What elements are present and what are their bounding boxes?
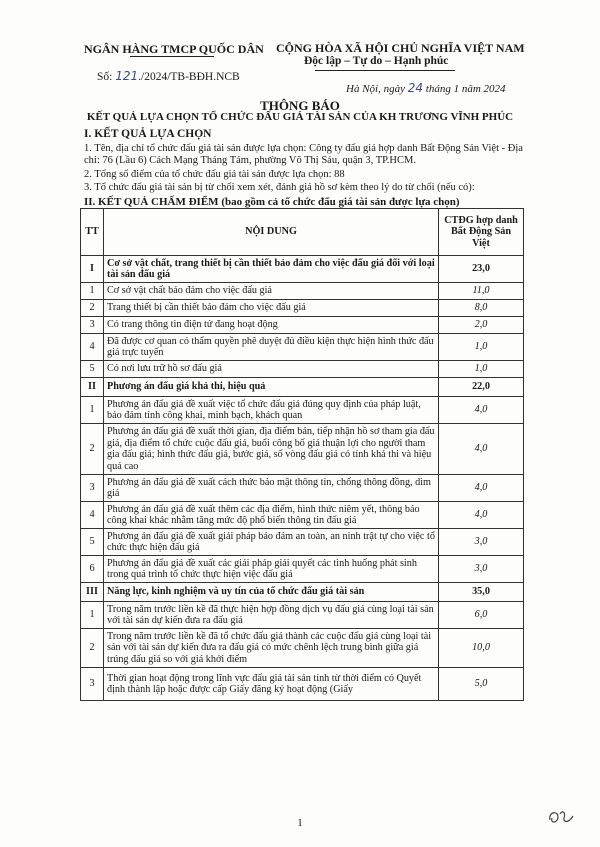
notice-subtitle: KẾT QUẢ LỰA CHỌN TỔ CHỨC ĐẤU GIÁ TÀI SẢN CỦA KH TRƯƠNG VĨNH PHÚC — [86, 111, 514, 123]
date-day-handwritten: 24 — [407, 81, 424, 95]
row-content: Đã được cơ quan có thẩm quyền phê duyệt đủ điều kiện thực hiện hình thức đấu giá trực tuyến — [104, 334, 439, 361]
table-row — [81, 300, 524, 317]
document-number — [97, 69, 240, 83]
row-score: 4,0 — [439, 502, 524, 529]
row-content: Trang thiết bị cần thiết bảo đảm cho việc đấu giá — [104, 300, 439, 317]
notice-title: THÔNG BÁO — [260, 98, 340, 113]
row-content: Phương án đấu giá đề xuất thêm các địa điểm, hình thức niêm yết, thông báo công khai khác nhằm tăng mức độ phổ biến thông tin đấu giá — [104, 502, 439, 529]
row-content: Trong năm trước liền kề đã thực hiện hợp đồng dịch vụ đấu giá cùng loại tài sản với tài sản dự kiến đưa ra đấu giá — [104, 602, 439, 629]
table-group-row — [81, 256, 524, 283]
date-prefix: Hà Nội, ngày — [346, 83, 408, 95]
row-score: 23,0 — [439, 256, 524, 283]
row-score: 4,0 — [439, 475, 524, 502]
table-row — [81, 334, 524, 361]
table-row — [81, 424, 524, 475]
row-tt: 3 — [81, 668, 104, 701]
row-tt: III — [81, 583, 104, 602]
section-1-item-3: 3. Tổ chức đấu giá tài sản bị từ chối xem xét, đánh giá hồ sơ kèm theo lý do từ chối (nếu có): — [84, 182, 475, 193]
table-row — [81, 361, 524, 378]
row-tt: 1 — [81, 602, 104, 629]
row-tt: 1 — [81, 283, 104, 300]
document-number-suffix: ./2024/TB-BĐH.NCB — [138, 71, 240, 83]
section-2-heading-text: II. KẾT QUẢ CHẤM ĐIỂM — [84, 196, 219, 208]
row-tt: II — [81, 378, 104, 397]
row-score: 2,0 — [439, 317, 524, 334]
row-content: Cơ sở vật chất, trang thiết bị cần thiết bảo đảm cho việc đấu giá đối với loại tài sản đấu giá — [104, 256, 439, 283]
table-row — [81, 283, 524, 300]
section-2-heading — [84, 196, 460, 208]
table-row — [81, 397, 524, 424]
row-tt: 6 — [81, 556, 104, 583]
row-score: 6,0 — [439, 602, 524, 629]
row-tt: 4 — [81, 334, 104, 361]
row-score: 8,0 — [439, 300, 524, 317]
row-score: 4,0 — [439, 424, 524, 475]
table-row — [81, 556, 524, 583]
row-content: Trong năm trước liền kề đã tổ chức đấu giá thành các cuộc đấu giá cùng loại tài sản với tài sản dự kiến đưa ra đấu giá có mức chênh lệch trung bình giữa giá trúng đấu giá so với giá khởi điểm — [104, 629, 439, 668]
row-tt: I — [81, 256, 104, 283]
row-content: Phương án đấu giá đề xuất giải pháp bảo đảm an toàn, an ninh trật tự cho việc tổ chức thực hiện đấu giá — [104, 529, 439, 556]
national-title: CỘNG HÒA XÃ HỘI CHỦ NGHĨA VIỆT NAM — [276, 41, 525, 55]
row-tt: 2 — [81, 629, 104, 668]
document-date — [346, 81, 506, 95]
row-content: Cơ sở vật chất bảo đảm cho việc đấu giá — [104, 283, 439, 300]
table-row — [81, 475, 524, 502]
table-group-row — [81, 378, 524, 397]
row-content: Phương án đấu giá đề xuất thời gian, địa điểm bán, tiếp nhận hồ sơ tham gia đấu giá, địa điểm tổ chức cuộc đấu giá, buổi công bố giá thuận lợi cho người tham gia đấu giá; hình thức đấu giá, bước giá, số vòng đấu giá có tính khả thi và hiệu quả cao — [104, 424, 439, 475]
row-content: Phương án đấu giá đề xuất cách thức bảo mật thông tin, chống thông đồng, dìm giá — [104, 475, 439, 502]
table-row — [81, 502, 524, 529]
row-content: Phương án đấu giá khả thi, hiệu quả — [104, 378, 439, 397]
bank-name: NGÂN HÀNG TMCP QUỐC DÂN — [84, 42, 264, 56]
table-group-row — [81, 583, 524, 602]
header-score: CTĐG hợp danh Bất Động Sản Việt — [439, 209, 524, 256]
row-tt: 5 — [81, 361, 104, 378]
row-score: 11,0 — [439, 283, 524, 300]
table-header-row — [81, 209, 524, 256]
row-score: 5,0 — [439, 668, 524, 701]
row-score: 22,0 — [439, 378, 524, 397]
document-number-prefix: Số: — [97, 71, 116, 83]
row-score: 35,0 — [439, 583, 524, 602]
date-suffix: tháng 1 năm 2024 — [423, 83, 506, 95]
row-tt: 1 — [81, 397, 104, 424]
row-tt: 5 — [81, 529, 104, 556]
header-content: NỘI DUNG — [104, 209, 439, 256]
row-score: 1,0 — [439, 361, 524, 378]
table-row — [81, 629, 524, 668]
initials-signature — [546, 806, 576, 833]
bank-name-underline — [130, 56, 214, 57]
score-table — [80, 208, 524, 701]
row-score: 10,0 — [439, 629, 524, 668]
row-content: Có trang thông tin điện tử đang hoạt động — [104, 317, 439, 334]
row-content: Phương án đấu giá đề xuất việc tổ chức đấu giá đúng quy định của pháp luật, bảo đảm tính công khai, minh bạch, khách quan — [104, 397, 439, 424]
motto-underline — [315, 70, 455, 71]
section-1-item-1: 1. Tên, địa chỉ tổ chức đấu giá tài sản được lựa chọn: Công ty đấu giá hợp danh Bất Động Sản Việt - Địa chỉ: 76 (Lầu 6) Cách Mạng Tháng Tám, phường Võ Thị Sáu, quận 3, TP.HCM. — [84, 143, 523, 166]
table-row — [81, 668, 524, 701]
section-1-heading: I. KẾT QUẢ LỰA CHỌN — [84, 128, 212, 140]
row-content: Có nơi lưu trữ hồ sơ đấu giá — [104, 361, 439, 378]
row-score: 1,0 — [439, 334, 524, 361]
row-score: 3,0 — [439, 529, 524, 556]
row-content: Phương án đấu giá đề xuất các giải pháp giải quyết các tình huống phát sinh trong quá trình tổ chức thực hiện việc đấu giá — [104, 556, 439, 583]
page-number: 1 — [297, 817, 303, 829]
row-tt: 3 — [81, 475, 104, 502]
table-row — [81, 529, 524, 556]
row-score: 3,0 — [439, 556, 524, 583]
document-number-handwritten: 121 — [115, 69, 139, 83]
row-content: Năng lực, kinh nghiệm và uy tín của tổ chức đấu giá tài sản — [104, 583, 439, 602]
score-table-body — [81, 256, 524, 701]
header-tt: TT — [81, 209, 104, 256]
row-tt: 2 — [81, 300, 104, 317]
section-2-heading-note: (bao gồm cả tổ chức đấu giá tài sản được lựa chọn) — [218, 196, 460, 208]
section-1-item-2: 2. Tổng số điểm của tổ chức đấu giá tài sản được lựa chọn: 88 — [84, 169, 345, 180]
row-tt: 2 — [81, 424, 104, 475]
row-tt: 4 — [81, 502, 104, 529]
row-tt: 3 — [81, 317, 104, 334]
row-score: 4,0 — [439, 397, 524, 424]
row-content: Thời gian hoạt động trong lĩnh vực đấu giá tài sản tính từ thời điểm có Quyết định thành lập hoặc được cấp Giấy đăng ký hoạt động (Giấy — [104, 668, 439, 701]
national-motto: Độc lập – Tự do – Hạnh phúc — [304, 55, 449, 67]
table-row — [81, 602, 524, 629]
table-row — [81, 317, 524, 334]
